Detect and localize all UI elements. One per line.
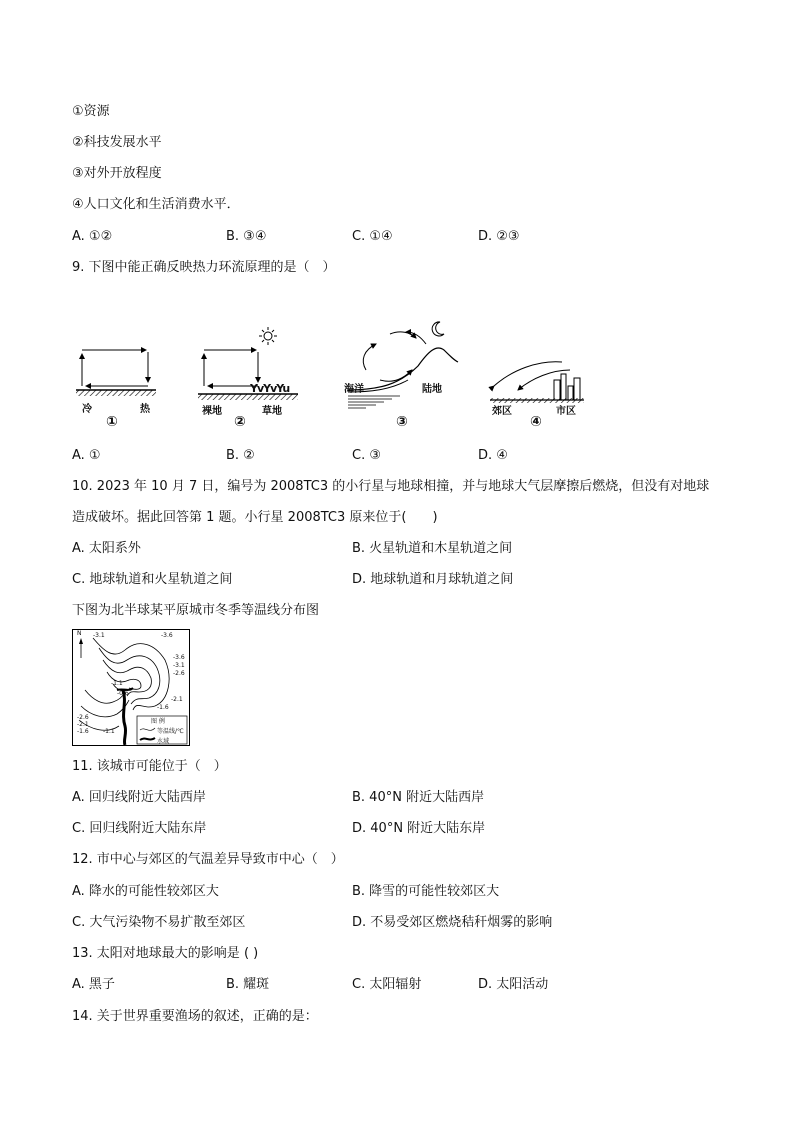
sun-icon: [259, 327, 277, 345]
q8-option-a[interactable]: A. ①②: [72, 229, 113, 244]
diagram-4: [488, 340, 588, 432]
q10-stem-line1: 10. 2023 年 10 月 7 日，编号为 2008TC3 的小行星与地球相撞，并与地球大气层摩擦后燃烧，但没有对地球: [72, 479, 710, 494]
legend-title: 图 例: [151, 718, 165, 725]
q13-option-b[interactable]: B. 耀斑: [226, 977, 270, 992]
choice-3: ③对外开放程度: [72, 166, 162, 181]
q9-option-c[interactable]: C. ③: [352, 448, 381, 463]
q9-option-d[interactable]: D. ④: [478, 448, 508, 463]
q9-option-a[interactable]: A. ①: [72, 448, 101, 463]
isotherm-label: -2.1: [77, 721, 89, 728]
moon-icon: [432, 322, 444, 336]
diagram-4-suburb-label: 郊区: [492, 406, 512, 417]
diagram-2-bare-land-label: 裸地: [202, 406, 222, 417]
isotherm-label: -3.6: [161, 632, 173, 639]
diagram-2: [196, 326, 306, 432]
isotherm-label: -2.6: [77, 714, 89, 721]
choice-1: ①资源: [72, 104, 110, 119]
q9-stem: 9. 下图中能正确反映热力环流原理的是（ ）: [72, 260, 336, 275]
q8-option-b[interactable]: B. ③④: [226, 229, 267, 244]
isotherm-label: -1.6: [77, 728, 89, 735]
q12-option-c[interactable]: C. 大气污染物不易扩散至郊区: [72, 915, 246, 930]
isotherm-label: -1.6: [157, 704, 169, 711]
q11-option-a[interactable]: A. 回归线附近大陆西岸: [72, 790, 206, 805]
map-intro: 下图为北半球某平原城市冬季等温线分布图: [72, 603, 320, 618]
isotherm-label: -0.6: [117, 690, 129, 697]
isotherm-label: -3.6: [173, 654, 185, 661]
diagram-1-number: ①: [106, 414, 118, 430]
q10-option-c[interactable]: C. 地球轨道和火星轨道之间: [72, 572, 233, 587]
q11-option-d[interactable]: D. 40°N 附近大陆东岸: [352, 821, 486, 836]
diagram-4-number: ④: [530, 414, 542, 430]
isotherm-label: -3.1: [173, 662, 185, 669]
legend-water: 水域: [157, 738, 170, 745]
q9-option-b[interactable]: B. ②: [226, 448, 255, 463]
q8-option-d[interactable]: D. ②③: [478, 229, 520, 244]
grass-icon: YvYvYu: [250, 382, 290, 395]
q13-option-a[interactable]: A. 黑子: [72, 977, 115, 992]
diagram-3-ocean-label: 海洋: [344, 384, 364, 395]
isotherm-label: -3.1: [93, 632, 105, 639]
isotherm-map: [72, 629, 190, 746]
diagram-1-cold-label: 冷: [82, 404, 92, 415]
choice-2: ②科技发展水平: [72, 135, 162, 150]
q10-option-b[interactable]: B. 火星轨道和木星轨道之间: [352, 541, 513, 556]
diagram-1-hot-label: 热: [140, 404, 150, 415]
diagram-2-grassland-label: 草地: [262, 406, 282, 417]
q11-stem: 11. 该城市可能位于（ ）: [72, 759, 227, 774]
legend-isotherm: 等温线/℃: [157, 728, 184, 735]
q12-option-d[interactable]: D. 不易受郊区燃烧秸秆烟雾的影响: [352, 915, 553, 930]
q12-stem: 12. 市中心与郊区的气温差异导致市中心（ ）: [72, 852, 344, 867]
diagram-2-number: ②: [234, 414, 246, 430]
isotherm-label: -1.1: [111, 680, 123, 687]
diagram-4-city-label: 市区: [556, 406, 576, 417]
q8-option-c[interactable]: C. ①④: [352, 229, 393, 244]
q13-option-d[interactable]: D. 太阳活动: [478, 977, 549, 992]
choice-4: ④人口文化和生活消费水平．: [72, 197, 240, 212]
q11-option-c[interactable]: C. 回归线附近大陆东岸: [72, 821, 207, 836]
q14-stem: 14. 关于世界重要渔场的叙述，正确的是：: [72, 1009, 318, 1024]
q10-option-a[interactable]: A. 太阳系外: [72, 541, 141, 556]
q13-stem: 13. 太阳对地球最大的影响是 ( ): [72, 946, 259, 961]
q10-option-d[interactable]: D. 地球轨道和月球轨道之间: [352, 572, 514, 587]
isotherm-label: -2.1: [171, 696, 183, 703]
q11-option-b[interactable]: B. 40°N 附近大陆西岸: [352, 790, 485, 805]
diagram-3-number: ③: [396, 414, 408, 430]
q12-option-a[interactable]: A. 降水的可能性较郊区大: [72, 884, 219, 899]
q12-option-b[interactable]: B. 降雪的可能性较郊区大: [352, 884, 500, 899]
isotherm-label: -2.6: [173, 670, 185, 677]
diagram-3: [340, 318, 464, 432]
north-label: N: [77, 630, 82, 637]
q13-option-c[interactable]: C. 太阳辐射: [352, 977, 422, 992]
q10-stem-line2: 造成破坏。据此回答第 1 题。小行星 2008TC3 原来位于( ): [72, 510, 438, 525]
diagram-1: [72, 340, 162, 432]
isotherm-label: -1.1: [103, 728, 115, 735]
diagram-3-land-label: 陆地: [422, 384, 442, 395]
